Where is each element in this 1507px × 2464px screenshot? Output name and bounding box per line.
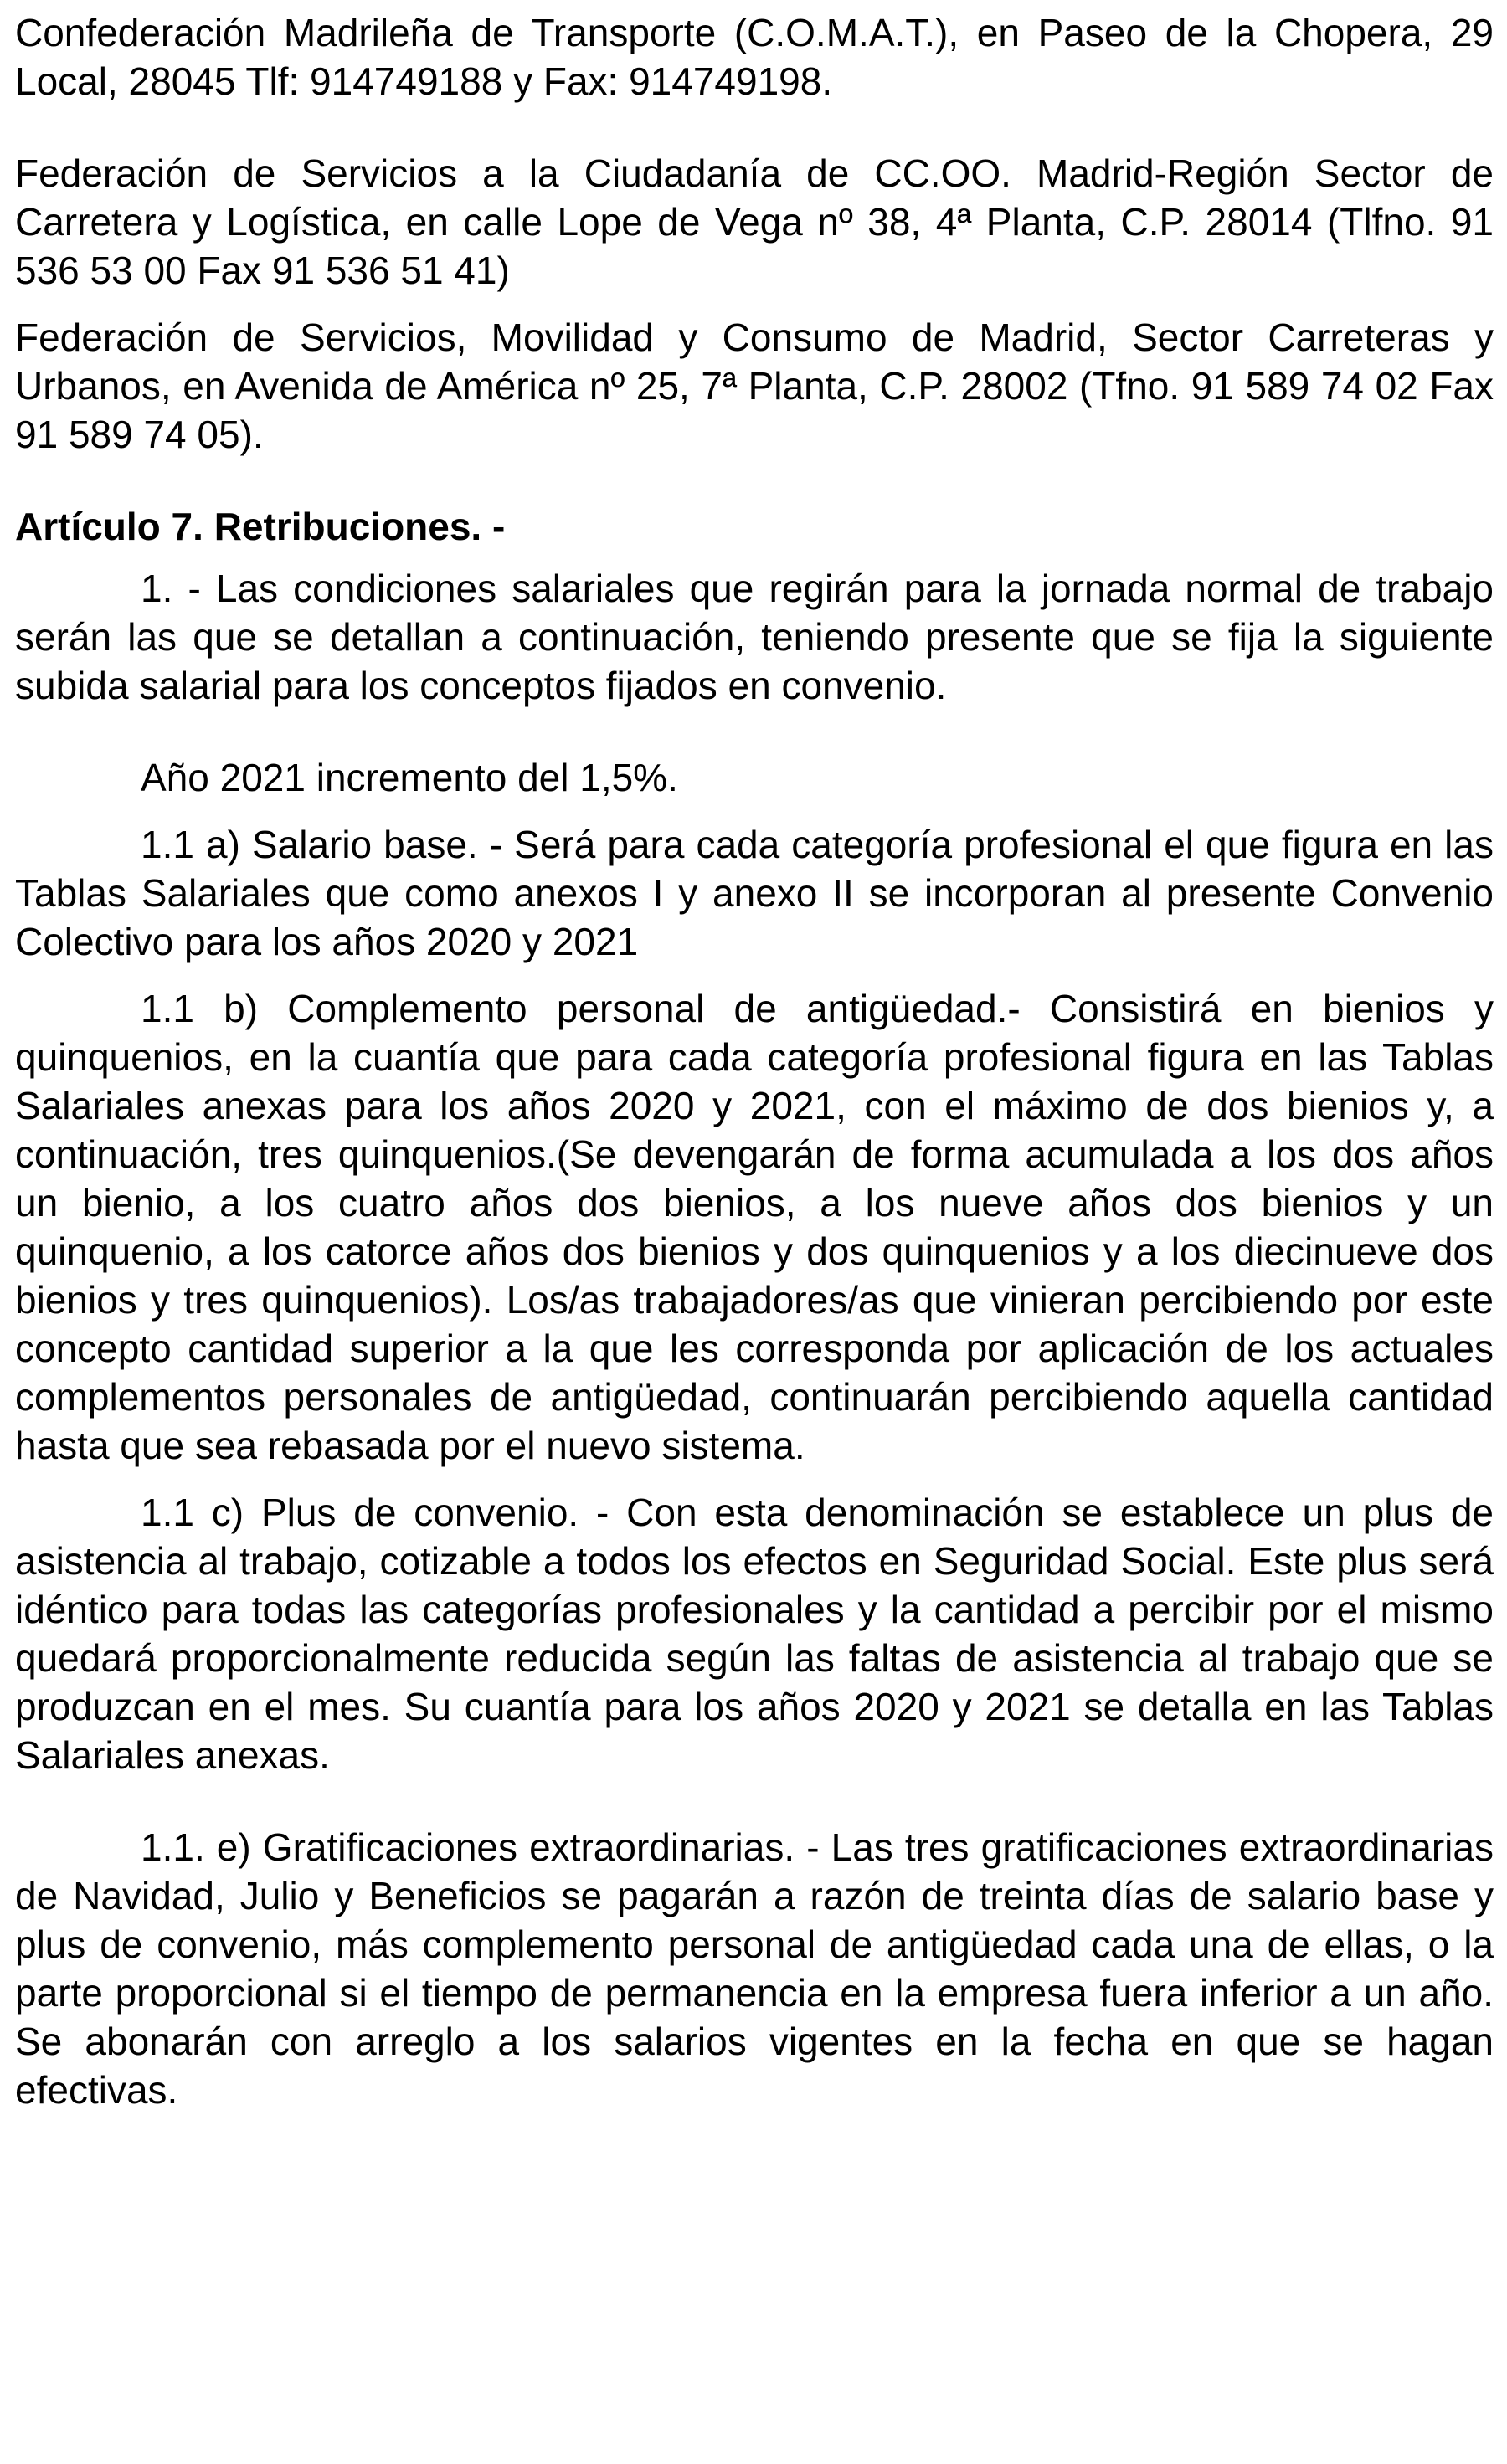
extraordinary-bonuses-paragraph: 1.1. e) Gratificaciones extraordinarias. - Las tres gratificaciones extraordinarias de Navidad, Julio y Beneficios se pagarán a razón de treinta días de salario base y plus de convenio, más complemento personal de antigüedad cada una de ellas, o la parte proporcional si el tiempo de permanencia en la empresa fuera inferior a un año. Se abonarán con arreglo a los salarios vigentes en la fecha en que se hagan efectivas. <box>15 1825 1494 2112</box>
ccoo-address-paragraph: Federación de Servicios a la Ciudadanía de CC.OO. Madrid-Región Sector de Carretera y Logística, en calle Lope de Vega nº 38, 4ª Planta, C.P. 28014 (Tlfno. 91 536 53 00 Fax 91 536 51 41) <box>15 151 1494 292</box>
increment-2021-paragraph: Año 2021 incremento del 1,5%. <box>141 756 678 799</box>
comat-address-paragraph: Confederación Madrileña de Transporte (C.O.M.A.T.), en Paseo de la Chopera, 29 Local, 28045 Tlf: 914749188 y Fax: 914749198. <box>15 11 1494 103</box>
article-7-heading: Artículo 7. Retribuciones. - <box>15 505 506 548</box>
fesmc-address-paragraph: Federación de Servicios, Movilidad y Consumo de Madrid, Sector Carreteras y Urbanos, en Avenida de América nº 25, 7ª Planta, C.P. 28002 (Tfno. 91 589 74 02 Fax 91 589 74 05). <box>15 316 1494 456</box>
document-page <box>15 8 1494 2114</box>
salary-conditions-paragraph: 1. - Las condiciones salariales que regirán para la jornada normal de trabajo serán las que se detallan a continuación, teniendo presente que se fija la siguiente subida salarial para los conceptos fijados en convenio. <box>15 567 1494 707</box>
agreement-plus-paragraph: 1.1 c) Plus de convenio. - Con esta denominación se establece un plus de asistencia al trabajo, cotizable a todos los efectos en Seguridad Social. Este plus será idéntico para todas las categorías profesionales y la cantidad a percibir por el mismo quedará proporcionalmente reducida según las faltas de asistencia al trabajo que se produzcan en el mes. Su cuantía para los años 2020 y 2021 se detalla en las Tablas Salariales anexas. <box>15 1491 1494 1777</box>
seniority-complement-paragraph: 1.1 b) Complemento personal de antigüedad.- Consistirá en bienios y quinquenios, en la cuantía que para cada categoría profesional figura en las Tablas Salariales anexas para los años 2020 y 2021, con el máximo de dos bienios y, a continuación, tres quinquenios.(Se devengarán de forma acumulada a los dos años un bienio, a los cuatro años dos bienios, a los nueve años dos bienios y un quinquenio, a los catorce años dos bienios y dos quinquenios y a los diecinueve dos bienios y tres quinquenios). Los/as trabajadores/as que vinieran percibiendo por este concepto cantidad superior a la que les corresponda por aplicación de los actuales complementos personales de antigüedad, continuarán percibiendo aquella cantidad hasta que sea rebasada por el nuevo sistema. <box>15 987 1494 1467</box>
base-salary-paragraph: 1.1 a) Salario base. - Será para cada categoría profesional el que figura en las Tablas Salariales que como anexos I y anexo II se incorporan al presente Convenio Colectivo para los años 2020 y 2021 <box>15 823 1494 963</box>
